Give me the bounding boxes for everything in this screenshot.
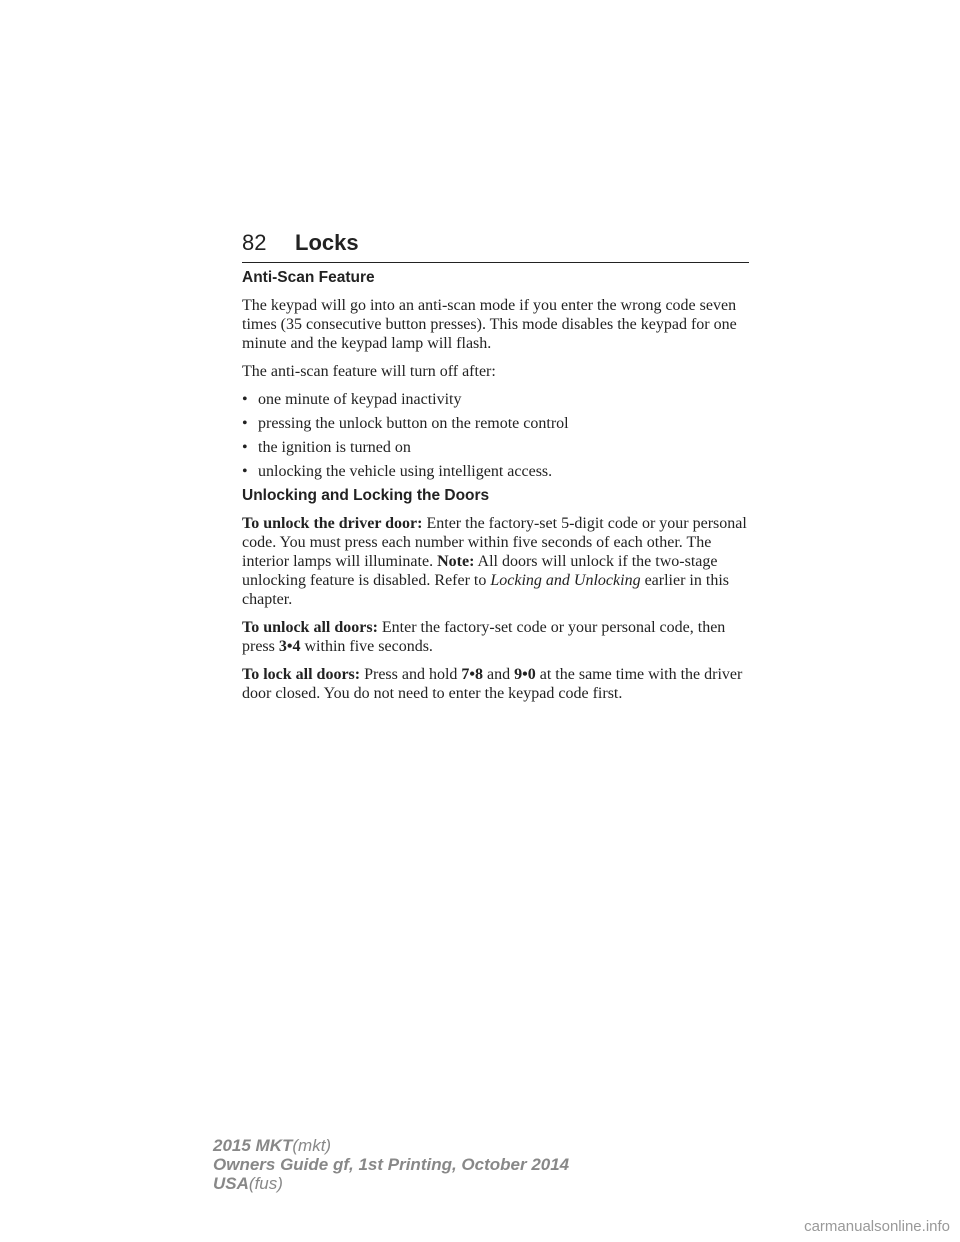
unlock-all-label: To unlock all doors: <box>242 619 378 636</box>
list-item: • pressing the unlock button on the remote control <box>242 415 569 432</box>
note-label: Note: <box>437 553 475 570</box>
anti-scan-description: The keypad will go into an anti-scan mode if you enter the wrong code seven times (35 consecutive button presses). This mode disables the keypad for one minute and the keypad lamp will flash. <box>242 297 737 352</box>
print-footer <box>213 1136 569 1193</box>
cross-reference: Locking and Unlocking <box>490 572 641 589</box>
bullet: • <box>242 463 248 480</box>
list-item: • unlocking the vehicle using intelligent access. <box>242 463 553 480</box>
keypad-key-7-8: 7•8 <box>461 666 484 683</box>
anti-scan-intro: The anti-scan feature will turn off after: <box>242 363 496 380</box>
footer-line-3: USA(fus) <box>213 1174 283 1193</box>
page-number: 82 <box>242 230 267 255</box>
list-item: • one minute of keypad inactivity <box>242 391 462 408</box>
section-heading-anti-scan: Anti-Scan Feature <box>242 269 375 286</box>
footer-line-1: 2015 MKT(mkt) <box>213 1136 332 1155</box>
list-item: • the ignition is turned on <box>242 439 411 456</box>
footer-line-2: Owners Guide gf, 1st Printing, October 2014 <box>213 1155 570 1174</box>
bullet: • <box>242 439 248 456</box>
anti-scan-list <box>242 390 762 481</box>
chapter-title: Locks <box>295 230 359 255</box>
unlock-driver-paragraph: To unlock the driver door: Enter the factory-set 5-digit code or your personal code. You must press each number within five seconds of each other. The interior lamps will illuminate. Note: All doors will unlock if the two-stage unlocking feature is disabled. Refer to Locking and Unlocking earlier in this chapter. <box>242 515 747 608</box>
unlock-all-paragraph: To unlock all doors: Enter the factory-set code or your personal code, then press 3•4 within five seconds. <box>242 619 726 655</box>
page-content <box>242 268 762 712</box>
keypad-key-3-4: 3•4 <box>278 638 301 655</box>
bullet: • <box>242 415 248 432</box>
page-header <box>242 230 749 263</box>
section-heading-unlocking: Unlocking and Locking the Doors <box>242 487 490 504</box>
keypad-key-9-0: 9•0 <box>514 666 536 683</box>
bullet: • <box>242 391 248 408</box>
lock-all-label: To lock all doors: <box>242 666 361 683</box>
site-watermark: carmanualsonline.info <box>804 1218 950 1235</box>
unlock-driver-label: To unlock the driver door: <box>242 515 423 532</box>
lock-all-paragraph: To lock all doors: Press and hold 7•8 and 9•0 at the same time with the driver door closed. You do not need to enter the keypad code first. <box>242 666 743 702</box>
